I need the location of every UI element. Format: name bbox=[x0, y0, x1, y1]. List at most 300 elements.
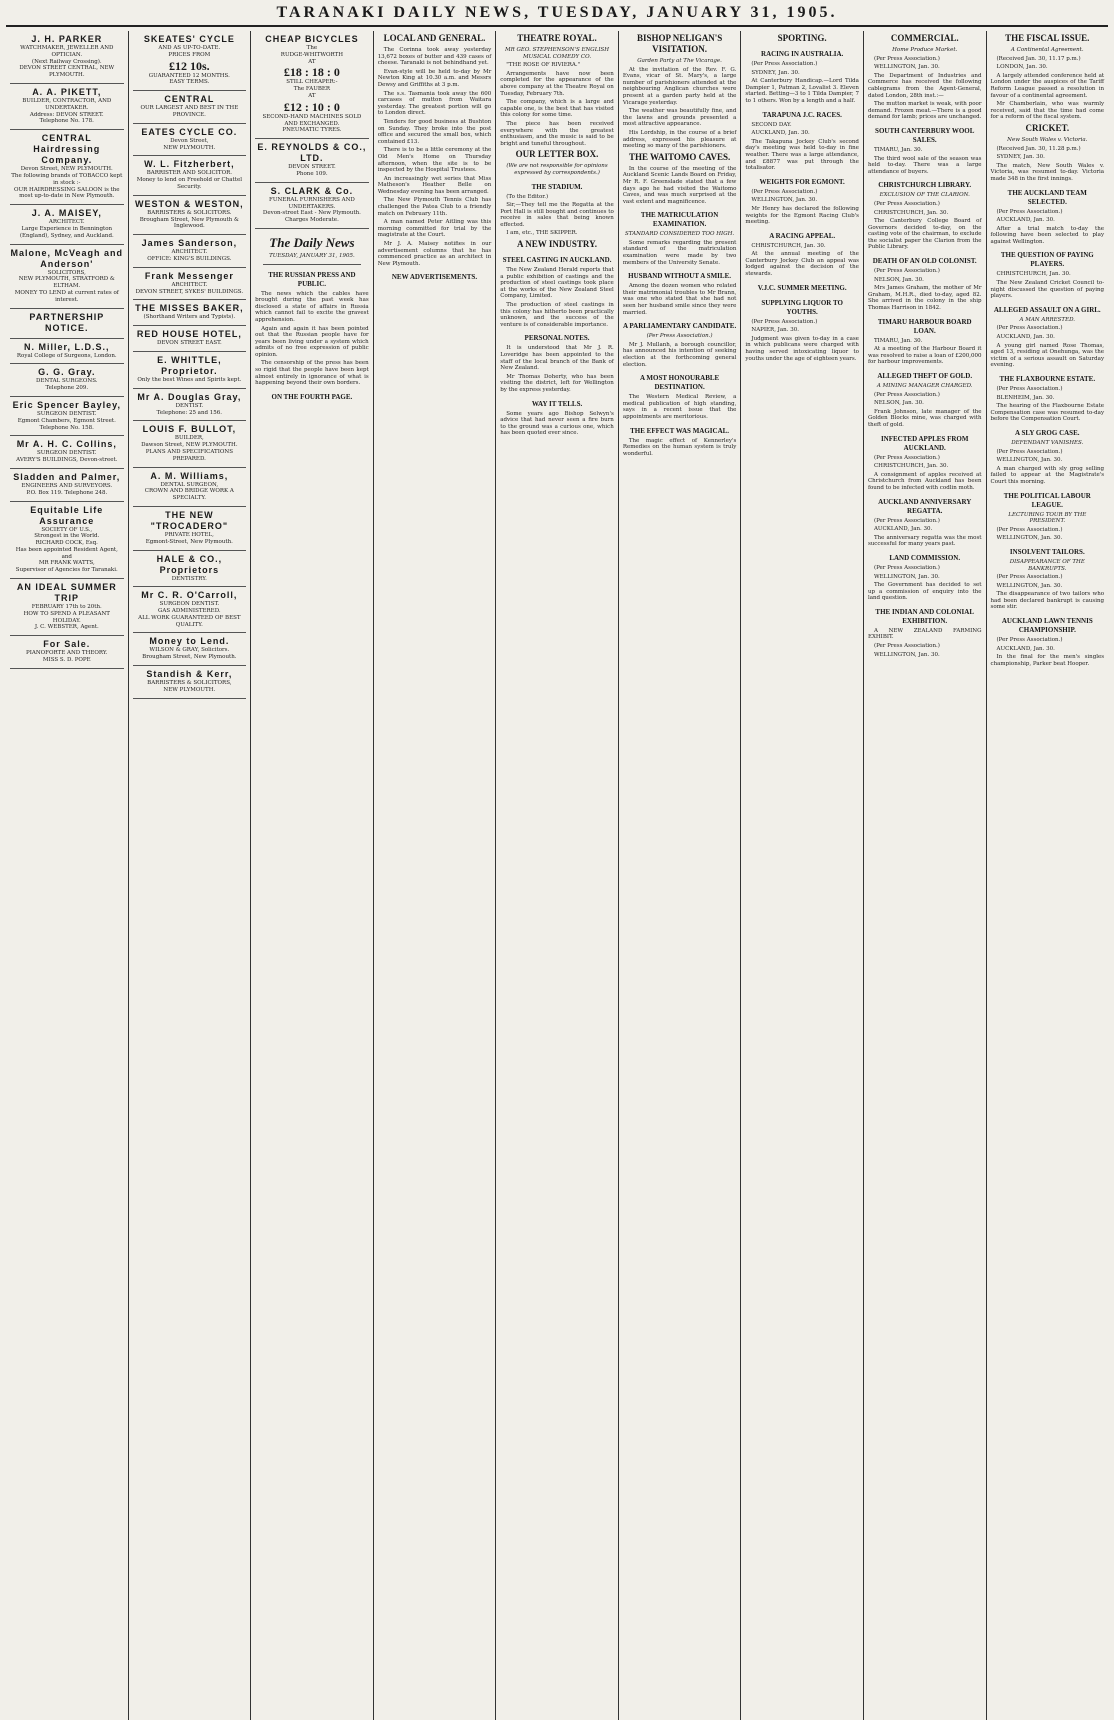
advertisement-line: SOLICITORS, bbox=[47, 269, 86, 276]
advertisement-line: OUR HAIRDRESSING SALOON is the most up-to-date in New Plymouth. bbox=[14, 186, 120, 200]
advertisement-name: CENTRAL Hairdressing Company. bbox=[33, 133, 101, 166]
article-paragraph: (Per Press Association.) bbox=[873, 517, 940, 524]
advertisement bbox=[10, 364, 124, 397]
advertisement bbox=[10, 245, 124, 309]
advertisement-line: AT bbox=[308, 92, 316, 99]
advertisement bbox=[10, 84, 124, 130]
article-paragraph: The magic effect of Kennerley's Remedies on the human system is truly wonderful. bbox=[622, 437, 737, 457]
article-paragraph: NELSON, Jan. 30. bbox=[873, 400, 924, 407]
advertisement-line: DENTISTRY. bbox=[171, 575, 207, 582]
advertisement-line: EASY TERMS. bbox=[169, 79, 210, 86]
article-paragraph: AUCKLAND, Jan. 30. bbox=[996, 645, 1055, 652]
article-paragraph: The production of steel castings in this colony has hitherto been practically unknown, and the success of the venture is of considerable importance. bbox=[500, 302, 614, 328]
article-paragraph: Mr Thomas Doherty, who has been visiting the district, left for Wellington by the express yesterday. bbox=[500, 373, 614, 393]
advertisement bbox=[133, 507, 247, 551]
advertisement-line: HOW TO SPEND A PLEASANT HOLIDAY. bbox=[23, 610, 110, 624]
article-paragraph: (Received Jan. 30, 11.17 p.m.) bbox=[996, 55, 1081, 62]
article-paragraph: The New Zealand Cricket Council to-night discussed the question of paying players. bbox=[990, 280, 1105, 300]
advertisement bbox=[10, 31, 124, 84]
article-paragraph: (Per Press Association.) bbox=[751, 61, 818, 67]
advertisement-line: PIANOFORTE AND THEORY. bbox=[26, 650, 108, 657]
article-paragraph: WELLINGTON, Jan. 30. bbox=[996, 457, 1063, 464]
advertisement-line: PRIVATE HOTEL, bbox=[164, 531, 214, 538]
advertisement-line: BARRISTER AND SOLICITOR. bbox=[146, 170, 232, 177]
advertisement-line: MR FRANK WATTS, bbox=[38, 560, 95, 567]
article-paragraph: Some remarks regarding the present standard of the matriculation examination were made by two members of the University Senate. bbox=[622, 239, 737, 266]
advertisement-line: BARRISTERS & SOLICITORS, bbox=[147, 680, 232, 687]
article-paragraph: BLENHEIM, Jan. 30. bbox=[996, 394, 1055, 401]
article-paragraph: (Per Press Association.) bbox=[751, 188, 818, 195]
advertisement bbox=[133, 124, 247, 157]
advertisement-name: LOUIS F. BULLOT, bbox=[142, 424, 237, 435]
fiscal-sub7: THE POLITICAL LABOUR LEAGUE. bbox=[1003, 491, 1091, 509]
article-paragraph: WELLINGTON, Jan. 30. bbox=[996, 582, 1063, 589]
advertisement-line: £18 : 18 : 0 bbox=[283, 65, 340, 80]
article-paragraph: NELSON, Jan. 30. bbox=[873, 276, 924, 283]
advertisement-name: James Sanderson, bbox=[141, 238, 238, 249]
article-paragraph: AUCKLAND, Jan. 30. bbox=[751, 130, 810, 137]
advertisement-name: EATES CYCLE CO. bbox=[141, 126, 238, 137]
article-paragraph: Mr Chamberlain, who was warmly received, said that the time had come for a reform of the fiscal system. bbox=[990, 101, 1105, 121]
advertisement-name: Money to Lend. bbox=[149, 636, 230, 647]
advertisement-name: J. H. PARKER bbox=[31, 34, 103, 44]
advertisement-name: Standish & Kerr, bbox=[146, 669, 233, 680]
article-paragraph: At a meeting of the Harbour Board it was resolved to raise a loan of £200,000 for harbour improvements. bbox=[867, 346, 982, 366]
article-paragraph: TIMARU, Jan. 30. bbox=[873, 146, 923, 153]
article-paragraph: At the invitation of the Rev. F. G. Evans, vicar of St. Mary's, a large number of parishioners attended at the neighbouring Anglican churches were present at a garden party held at the Vicarage yesterday. bbox=[622, 66, 737, 106]
advertisement-name: PARTNERSHIP NOTICE. bbox=[29, 311, 105, 333]
advertisement-line: Brougham Street, New Plymouth & Inglewood. bbox=[139, 216, 239, 230]
advertisement bbox=[133, 91, 247, 124]
advertisement-line: £12 10s. bbox=[169, 58, 210, 73]
advertisement bbox=[10, 309, 124, 339]
advertisement-line: Has been appointed Resident Agent, and bbox=[15, 546, 118, 560]
advertisement-line: ALL WORK GUARANTEED OF BEST QUALITY. bbox=[138, 614, 241, 628]
article-paragraph: (Per Press Association.) bbox=[996, 386, 1063, 392]
article-paragraph: (Per Press Association.) bbox=[873, 200, 940, 207]
article-paragraph: A young girl named Rose Thomas, aged 13, residing at Onehunga, was the victim of a serious assault on Saturday evening. bbox=[990, 342, 1105, 369]
advertisement-line: Money to lend on Freehold or Chattel Security. bbox=[136, 177, 242, 190]
article-paragraph: "THE ROSE OF RIVIERA." bbox=[506, 62, 581, 69]
article-paragraph: (Per Press Association.) bbox=[873, 643, 940, 650]
advertisement bbox=[133, 300, 247, 326]
fiscal-sub4: ALLEGED ASSAULT ON A GIRL. bbox=[993, 305, 1101, 314]
advertisement-line: ENGINEERS AND SURVEYORS. bbox=[21, 482, 113, 489]
advertisement-line: FEBRUARY 17th to 20th. bbox=[31, 604, 102, 611]
article-paragraph: CHRISTCHURCH, Jan. 30. bbox=[751, 242, 826, 249]
article-paragraph: Mr J. A. Maisey notifies in our advertisement columns that he has commenced practice as an architect in New Plymouth. bbox=[377, 241, 492, 267]
effect-heading: THE EFFECT WAS MAGICAL. bbox=[630, 426, 730, 435]
candidate-heading: A PARLIAMENTARY CANDIDATE. bbox=[622, 322, 737, 331]
advertisement-line: NEW PLYMOUTH, STRATFORD & ELTHAM. bbox=[18, 276, 115, 290]
advertisement-line: AND AS UP-TO-DATE. bbox=[158, 45, 221, 51]
advertisement bbox=[10, 502, 124, 580]
advertisement-line: Only the best Wines and Spirits kept. bbox=[137, 376, 242, 383]
advertisement bbox=[133, 633, 247, 666]
personal-heading: PERSONAL NOTES. bbox=[524, 334, 590, 343]
advertisement-line: RICHARD COCK, Esq. bbox=[35, 540, 98, 547]
column-ads-2 bbox=[129, 31, 252, 1720]
article-paragraph: (Per Press Association.) bbox=[996, 526, 1063, 533]
article-paragraph: The disappearance of two tailors who had been declared bankrupt is causing some stir. bbox=[990, 591, 1105, 611]
article-paragraph: His Lordship, in the course of a brief address, expressed his pleasure at meeting so many of the parishioners. bbox=[622, 129, 737, 150]
advertisement-name: Malone, McVeagh and Anderson' bbox=[10, 247, 124, 269]
article-paragraph: Mr J. Mullanh, a borough councillor, has announced his intention of seeking election at the forthcoming general election. bbox=[622, 341, 737, 368]
advertisement-name: SKEATES' CYCLE bbox=[143, 34, 235, 44]
advertisement-line: SURGEON DENTIST. bbox=[159, 601, 220, 608]
article-paragraph: Mr Henry has declared the following weights for the Egmont Racing Club's meeting. bbox=[745, 205, 859, 226]
honourable-heading: A MOST HONOURABLE DESTINATION. bbox=[639, 374, 720, 392]
advertisement-name: N. Miller, L.D.S., bbox=[24, 341, 110, 352]
article-paragraph: CHRISTCHURCH, Jan. 30. bbox=[873, 463, 949, 470]
advertisement-line: Telephone: 25 and 156. bbox=[156, 409, 223, 416]
local-heading: LOCAL AND GENERAL. bbox=[383, 33, 486, 43]
sporting-sub2: TARAPUNA J.C. RACES. bbox=[762, 110, 842, 119]
commercial-heading: COMMERCIAL. bbox=[890, 33, 959, 43]
article-paragraph: SYDNEY, Jan. 30. bbox=[996, 154, 1045, 161]
advertisement-line: MISS S. D. POPE bbox=[42, 657, 91, 664]
article-paragraph: The third wool sale of the season was held to-day. There was a large attendance of buyers. bbox=[867, 155, 982, 175]
column-bishop bbox=[619, 31, 742, 1720]
matric-heading: THE MATRICULATION EXAMINATION. bbox=[640, 211, 719, 229]
commercial-sub2: SOUTH CANTERBURY WOOL SALES. bbox=[875, 126, 975, 144]
article-paragraph: The Department of Industries and Commerce has received the following cablegrams from the Agent-General, dated London, 28th inst.:— bbox=[867, 72, 982, 99]
cricket-sub: New South Wales v. Victoria. bbox=[1007, 136, 1088, 143]
fiscal-sub8b: DISAPPEARANCE OF THE BANKRUPTS. bbox=[1009, 558, 1085, 572]
article-paragraph: The Canterbury College Board of Governors decided to-day, on the casting vote of the chairman, to exclude the socialist paper the Clarion from the Public Library. bbox=[867, 218, 982, 251]
column-ads-1 bbox=[6, 31, 129, 1720]
article-paragraph: (Per Press Association.) bbox=[873, 564, 940, 571]
advertisement-line: Devon Street, bbox=[170, 137, 209, 144]
fiscal-sub8: INSOLVENT TAILORS. bbox=[1009, 547, 1085, 556]
advertisement-line: WILSON & GRAY, Solicitors. bbox=[149, 647, 230, 654]
advertisement-line: P.O. Box 119. Telephone 248. bbox=[26, 489, 108, 496]
advertisement-line: GUARANTEED 12 MONTHS. bbox=[148, 72, 230, 79]
article-paragraph: After a trial match to-day the following have been selected to play against Wellington. bbox=[990, 225, 1105, 245]
matric-sub: STANDARD CONSIDERED TOO HIGH. bbox=[625, 231, 735, 238]
article-paragraph: It is understood that Mr J. R. Loveridge has been appointed to the staff of the local branch of the Bank of New Zealand. bbox=[500, 345, 614, 372]
letter-sub: THE STADIUM. bbox=[531, 182, 583, 191]
editorial-date: TUESDAY, JANUARY 31, 1905. bbox=[269, 252, 355, 259]
advertisement-name: W. L. Fitzherbert, bbox=[144, 159, 235, 170]
advertisement-line: SOCIETY OF U.S., bbox=[41, 526, 93, 533]
advertisement-line: BARRISTERS & SOLICITORS. bbox=[147, 209, 232, 216]
column-editorial bbox=[251, 31, 374, 1720]
advertisement-line: CROWN AND BRIDGE WORK A SPECIALTY. bbox=[144, 488, 234, 502]
article-paragraph: (Per Press Association.) bbox=[996, 637, 1063, 644]
fiscal-sub6: A SLY GROG CASE. bbox=[1015, 428, 1080, 437]
advertisement-name: Eric Spencer Bayley, bbox=[12, 399, 121, 410]
commercial-sub3: CHRISTCHURCH LIBRARY. bbox=[878, 181, 972, 190]
masthead bbox=[6, 4, 1108, 27]
advertisement-line: FUNERAL FURNISHERS AND UNDERTAKERS. bbox=[269, 196, 355, 210]
advertisement-line: DEVON STREET, SYKES' BUILDINGS. bbox=[135, 288, 244, 295]
commercial-sub7: A MINING MANAGER CHARGED. bbox=[876, 383, 973, 389]
article-paragraph: Sir,—They tell me the Regatta at the Port Hall is still bought and continues to receive in sales that being known effected. bbox=[500, 202, 614, 228]
advertisement-name: CHEAP BICYCLES bbox=[265, 34, 359, 44]
new-ads-heading: NEW ADVERTISEMENTS. bbox=[391, 273, 478, 282]
advertisement-line: ARCHITECT. bbox=[171, 249, 208, 256]
article-paragraph: (Per Press Association.) bbox=[873, 55, 940, 62]
advertisement bbox=[10, 636, 124, 669]
advertisement-line: DEVON STREET. bbox=[288, 164, 336, 171]
advertisement-line: OUR LARGEST AND BEST IN THE PROVINCE. bbox=[140, 105, 239, 118]
article-paragraph: CHRISTCHURCH, Jan. 30. bbox=[873, 209, 949, 216]
commercial-sub9: AUCKLAND ANNIVERSARY REGATTA. bbox=[878, 497, 972, 515]
advertisement-line: SURGEON DENTIST. bbox=[37, 410, 97, 417]
fiscal-sub3: THE QUESTION OF PAYING PLAYERS. bbox=[1000, 251, 1094, 269]
article-paragraph: (Per Press Association.) bbox=[996, 208, 1063, 215]
article-paragraph: WELLINGTON, Jan. 30. bbox=[873, 651, 940, 658]
advertisement-line: (Shorthand Writers and Typists). bbox=[143, 314, 236, 321]
advertisement-line: NEW PLYMOUTH. bbox=[163, 144, 216, 151]
article-paragraph: There is to be a little ceremony at the Old Men's Home on Thursday afternoon, when the site is to be inspected by the Hospital Trustees. bbox=[377, 147, 492, 174]
article-paragraph: Some years ago Bishop Selwyn's advice that had never seen a fire burn to the ground was a curious one, which has been quoted ever since. bbox=[500, 410, 614, 437]
advertisement-name: WESTON & WESTON, bbox=[135, 198, 244, 209]
advertisement bbox=[133, 389, 247, 422]
advertisement-name: S. CLARK & Co. bbox=[270, 185, 354, 196]
cricket-sub2: THE AUCKLAND TEAM SELECTED. bbox=[1007, 188, 1087, 206]
article-paragraph: In the course of the meeting of the Auckland Scenic Lands Board on Friday, Mr R. F. Greenslade stated that a few days ago he had visited the Waitomo Caves, and was much surprised at the vast extent and magnificence. bbox=[622, 165, 737, 205]
advertisement-line: ARCHITECT. bbox=[171, 281, 208, 288]
article-paragraph: The mutton market is weak, with poor demand. Frozen meat.—There is a good demand for lamb; prices are unchanged. bbox=[867, 101, 982, 121]
advertisement-line: DENTIST. bbox=[175, 402, 204, 409]
advertisement-line: Egmont-Street, New Plymouth. bbox=[145, 538, 233, 545]
article-paragraph: The Government has decided to set up a commission of enquiry into the land question. bbox=[867, 582, 982, 602]
article-paragraph: Frank Johnson, late manager of the Golden Blocks mine, was charged with theft of gold. bbox=[867, 408, 982, 428]
advertisement-name: E. WHITTLE, Proprietor. bbox=[157, 354, 222, 376]
bishop-heading: BISHOP NELIGAN'S VISITATION. bbox=[636, 33, 723, 54]
article-paragraph: (To the Editor.) bbox=[506, 193, 549, 200]
fiscal-sub9: AUCKLAND LAWN TENNIS CHAMPIONSHIP. bbox=[1001, 617, 1093, 635]
advertisement-line: Charges Moderate. bbox=[284, 217, 339, 224]
sporting-sub6: SUPPLYING LIQUOR TO YOUTHS. bbox=[761, 298, 843, 316]
article-paragraph: Arrangements have now been completed for the appearance of the above company at the Theatre Royal on Tuesday, February 7th. bbox=[500, 70, 614, 97]
theatre-sub: MR GEO. STEPHENSON'S ENGLISH MUSICAL COMEDY CO. bbox=[504, 47, 610, 60]
article-paragraph: (Per Press Association.) bbox=[873, 268, 940, 275]
fiscal-sub5: THE FLAXBOURNE ESTATE. bbox=[999, 375, 1096, 383]
advertisement bbox=[133, 421, 247, 467]
article-paragraph: Among the dozen women who related their matrimonial troubles to Mr Brann, was one who stated that she had not seen her husband smile since they were married. bbox=[622, 283, 737, 316]
advertisement-line: NEW PLYMOUTH. bbox=[163, 686, 216, 693]
article-paragraph: The s.s. Tasmania took away the 600 carcases of mutton from Waitara yesterday. The greatest portion will go to London direct. bbox=[377, 90, 492, 117]
commercial-sub10: LAND COMMISSION. bbox=[889, 553, 961, 562]
advertisement-name: Sladden and Palmer, bbox=[13, 471, 121, 482]
article-paragraph: I am, etc., THE SKIPPER. bbox=[506, 230, 578, 237]
article-paragraph: A man charged with sly grog selling failed to appear at the Magistrate's Court this morning. bbox=[990, 465, 1105, 485]
advertisement bbox=[255, 31, 369, 139]
industry-heading: A NEW INDUSTRY. bbox=[517, 239, 598, 250]
advertisement bbox=[133, 196, 247, 235]
article-paragraph: SECOND DAY. bbox=[751, 121, 792, 128]
advertisement-name: THE MISSES BAKER, bbox=[135, 303, 244, 314]
advertisement-line: Telephone No. 178. bbox=[39, 118, 94, 125]
cricket-heading: CRICKET. bbox=[1025, 122, 1070, 133]
advertisement-name: Frank Messenger bbox=[144, 270, 234, 281]
advertisement bbox=[133, 268, 247, 301]
letter-note: (We are not responsible for opinions expressed by correspondents.) bbox=[506, 163, 608, 176]
article-paragraph: The weather was beautifully fine, and the lawns and grounds presented a most attractive appearance. bbox=[622, 108, 737, 128]
article-paragraph: Evan-style will be held to-day by Mr Newton King at 10.30 a.m. and Messrs Dewsy and Griffiths at 3 p.m. bbox=[377, 68, 492, 88]
article-paragraph: The New Zealand Herald reports that a public exhibition of castings and the production of steel castings took place at the works of the New Zealand Steel Company, Limited. bbox=[500, 267, 614, 300]
husband-heading: HUSBAND WITHOUT A SMILE. bbox=[628, 272, 731, 281]
advertisement-name: AN IDEAL SUMMER TRIP bbox=[16, 582, 117, 604]
masthead-title: TARANAKI DAILY NEWS, TUESDAY, JANUARY 31, 1905. bbox=[276, 4, 838, 21]
advertisement-line: Large Experience in Bennington (England), Sydney, and Auckland. bbox=[19, 225, 114, 239]
advertisement-name: RED HOUSE HOTEL, bbox=[136, 329, 242, 340]
article-paragraph: (Received Jan. 30, 11.28 p.m.) bbox=[996, 145, 1081, 152]
advertisement-line: Supervisor of Agencies for Taranaki. bbox=[15, 567, 118, 574]
advertisement bbox=[133, 468, 247, 507]
advertisement-name: A. M. Williams, bbox=[150, 470, 229, 481]
advertisement bbox=[10, 205, 124, 244]
advertisement bbox=[255, 139, 369, 183]
advertisement-line: J. C. WEBSTER, Agent. bbox=[34, 624, 99, 631]
article-paragraph: The New Plymouth Tennis Club has challenged the Patea Club to a friendly match on February 11th. bbox=[377, 197, 492, 217]
advertisement bbox=[133, 551, 247, 588]
columns bbox=[6, 31, 1108, 1720]
advertisement bbox=[133, 352, 247, 389]
advertisement-line: BUILDER, CONTRACTOR, AND UNDERTAKER. bbox=[22, 97, 112, 111]
advertisement-line: AT bbox=[308, 58, 316, 65]
advertisement-line: Royal College of Surgeons, London. bbox=[16, 352, 117, 359]
article-paragraph: WELLINGTON, Jan. 30. bbox=[873, 573, 940, 580]
advertisement-line: DEVON STREET CENTRAL, NEW PLYMOUTH. bbox=[19, 65, 115, 79]
fourth-page-heading: ON THE FOURTH PAGE. bbox=[271, 392, 353, 401]
commercial-sub3b: EXCLUSION OF THE CLARION. bbox=[879, 192, 970, 199]
bishop-sub: Garden Party at The Vicarage. bbox=[637, 58, 722, 64]
advertisement-name: J. A. MAISEY, bbox=[31, 208, 102, 219]
advertisement-line: £12 : 10 : 0 bbox=[283, 99, 340, 114]
divider bbox=[263, 264, 361, 265]
fiscal-heading: THE FISCAL ISSUE. bbox=[1005, 33, 1090, 43]
article-paragraph: (Per Press Association.) bbox=[996, 325, 1063, 332]
advertisement-line: RUDGE-WHITWORTH bbox=[280, 51, 344, 58]
advertisement-line: BUILDER, bbox=[174, 435, 204, 442]
paper-title: The Daily News bbox=[269, 234, 355, 250]
column-fiscal bbox=[987, 31, 1109, 1720]
commercial-sub: Home Produce Market. bbox=[892, 47, 958, 53]
advertisement-line: Telephone No. 158. bbox=[39, 424, 94, 431]
commercial-sub6: ALLEGED THEFT OF GOLD. bbox=[877, 372, 973, 380]
advertisement-line: ARCHITECT. bbox=[48, 219, 85, 226]
advertisement-line: Strongest in the World. bbox=[34, 533, 100, 540]
advertisement-line: Phone 109. bbox=[296, 170, 328, 177]
fiscal-sub: A Continental Agreement. bbox=[1010, 47, 1084, 53]
article-paragraph: The Western Medical Review, a medical publication of high standing, says in a recent issue that the appointments are meritorious. bbox=[622, 394, 737, 420]
article-paragraph: Judgment was given to-day in a case in which publicans were charged with having served intoxicating liquor to youths under the age of eighteen years. bbox=[745, 335, 859, 362]
article-paragraph: SYDNEY, Jan. 30. bbox=[751, 69, 800, 76]
article-paragraph: At the annual meeting of the Canterbury Jockey Club an appeal was lodged against the decision of the stewards. bbox=[745, 251, 859, 278]
advertisement-name: Mr A. Douglas Gray, bbox=[137, 391, 242, 402]
article-paragraph: The censorship of the press has been so rigid that the people have been kept almost entirely in ignorance of what is happening beyond their own borders. bbox=[255, 360, 369, 387]
advertisement-name: For Sale. bbox=[43, 639, 91, 650]
article-paragraph: TIMARU, Jan. 30. bbox=[873, 337, 923, 344]
commercial-sub5: TIMARU HARBOUR BOARD LOAN. bbox=[877, 317, 972, 335]
advertisement bbox=[10, 579, 124, 636]
article-paragraph: NAPIER, Jan. 30. bbox=[751, 327, 799, 334]
article-paragraph: AUCKLAND, Jan. 30. bbox=[996, 334, 1055, 341]
advertisement-name: THE NEW "TROCADERO" bbox=[150, 509, 229, 531]
sporting-sub4: A RACING APPEAL. bbox=[769, 231, 836, 240]
letter-heading: OUR LETTER BOX. bbox=[515, 149, 599, 160]
article-paragraph: (Per Press Association.) bbox=[751, 318, 818, 325]
article-paragraph: WELLINGTON, Jan. 30. bbox=[751, 197, 818, 204]
advertisement-line: Telephone 209. bbox=[45, 385, 89, 392]
advertisement bbox=[10, 130, 124, 205]
sporting-sub1: RACING IN AUSTRALIA. bbox=[761, 50, 844, 58]
column-sporting bbox=[741, 31, 864, 1720]
article-paragraph: AUCKLAND, Jan. 30. bbox=[873, 526, 933, 533]
fiscal-sub4b: A MAN ARRESTED. bbox=[1019, 316, 1076, 323]
fiscal-sub7b: LECTURING TOUR BY THE PRESIDENT. bbox=[1008, 511, 1087, 525]
advertisement bbox=[133, 326, 247, 352]
advertisement-line: Devon Street, NEW PLYMOUTH. bbox=[20, 166, 113, 173]
advertisement-line: OFFICE: KING'S BUILDINGS. bbox=[147, 255, 232, 262]
article-paragraph: A largely attended conference held at London under the auspices of the Tariff Reform League passed a resolution in favour of a continental agreement. bbox=[990, 72, 1105, 99]
advertisement-line: SECOND-HAND MACHINES SOLD AND EXCHANGED. bbox=[262, 113, 362, 127]
advertisement-line: WATCHMAKER, JEWELLER AND OPTICIAN. bbox=[20, 45, 114, 58]
advertisement-line: The following brands of TOBACCO kept in stock :- bbox=[11, 172, 123, 186]
article-paragraph: Mrs James Graham, the mother of Mr Graham, M.H.R., died to-day, aged 82. She arrived in the colony in the ship Thomas Harrison in 1842. bbox=[867, 285, 982, 312]
article-paragraph: LONDON, Jan. 30. bbox=[996, 64, 1048, 71]
advertisement-line: AVERY'S BUILDINGS, Devon-street. bbox=[16, 457, 118, 464]
fiscal-sub6b: DEFENDANT VANISHES. bbox=[1011, 439, 1084, 446]
article-paragraph: (Per Press Association.) bbox=[873, 391, 940, 398]
lead-heading: THE RUSSIAN PRESS AND PUBLIC. bbox=[268, 270, 356, 288]
advertisement-line: PLANS AND SPECIFICATIONS PREPARED. bbox=[145, 448, 233, 462]
advertisement-name: E. REYNOLDS & CO., LTD. bbox=[257, 142, 367, 164]
sporting-heading: SPORTING. bbox=[777, 33, 827, 43]
article-paragraph: The Corinna took away yesterday 13,672 boxes of butter and 439 cases of cheese. Taranaki is not behindhand yet. bbox=[377, 47, 492, 67]
advertisement bbox=[10, 436, 124, 469]
article-paragraph: WELLINGTON, Jan. 30. bbox=[873, 64, 940, 71]
advertisement-line: PRICES FROM bbox=[168, 51, 211, 58]
article-paragraph: The news which the cables have brought during the past week has disclosed a state of affairs in Russia which cannot fail to excite the gravest apprehension. bbox=[255, 290, 369, 323]
advertisement-line: Address: DEVON STREET. bbox=[29, 111, 104, 118]
advertisement-line: PNEUMATIC TYRES. bbox=[282, 127, 342, 134]
article-paragraph: A man named Peter Aitling was this morning committed for trial by the magistrate at the Court. bbox=[377, 219, 492, 239]
advertisement-name: A. A. PIKETT, bbox=[32, 86, 102, 97]
article-paragraph: The company, which is a large and capable one, is the best that has visited this colony for some time. bbox=[500, 99, 614, 119]
article-paragraph: The piece has been received everywhere with the greatest enthusiasm, and the music is said to be bright and tuneful throughout. bbox=[500, 120, 614, 147]
commercial-sub4: DEATH OF AN OLD COLONIST. bbox=[872, 257, 977, 266]
advertisement-name: Equitable Life Assurance bbox=[30, 504, 104, 526]
article-paragraph: The hearing of the Flaxbourne Estate Compensation case was resumed to-day before the Compensation Court. bbox=[990, 403, 1105, 423]
advertisement bbox=[133, 587, 247, 633]
commercial-sub8: INFECTED APPLES FROM AUCKLAND. bbox=[880, 434, 969, 452]
column-commercial bbox=[864, 31, 987, 1720]
advertisement-name: CENTRAL bbox=[164, 94, 215, 105]
article-paragraph: CHRISTCHURCH, Jan. 30. bbox=[996, 271, 1071, 278]
column-theatre bbox=[496, 31, 619, 1720]
article-paragraph: The Takapuna Jockey Club's second day's meeting was held to-day in fine weather. There was a large attendance, and £8877 was put through the totalisator. bbox=[745, 138, 859, 172]
advertisement-line: SURGEON DENTIST. bbox=[37, 450, 97, 457]
article-paragraph: A consignment of apples received at Christchurch from Auckland has been found to be infected with codlin moth. bbox=[867, 471, 982, 491]
advertisement-name: G. G. Gray. bbox=[38, 367, 96, 378]
advertisement-line: (Next Railway Crossing). bbox=[31, 58, 102, 65]
article-paragraph: Tenders for good business at Bushton on Sunday. They broke into the post office and secured the small box, which contained £13. bbox=[377, 118, 492, 145]
advertisement-line: Egmont Chambers, Egmont Street. bbox=[17, 417, 116, 424]
advertisement-line: Dawson Street, NEW PLYMOUTH. bbox=[141, 442, 238, 449]
advertisement-name: Mr A. H. C. Collins, bbox=[16, 439, 117, 450]
advertisement-line: GAS ADMINISTERED. bbox=[158, 608, 221, 615]
article-paragraph: The anniversary regatta was the most successful for many years past. bbox=[867, 534, 982, 548]
article-paragraph: (Per Press Association.) bbox=[996, 574, 1063, 581]
advertisement-line: The FAUBER bbox=[293, 86, 331, 93]
column-local bbox=[374, 31, 497, 1720]
article-paragraph: (Per Press Association.) bbox=[873, 454, 940, 461]
